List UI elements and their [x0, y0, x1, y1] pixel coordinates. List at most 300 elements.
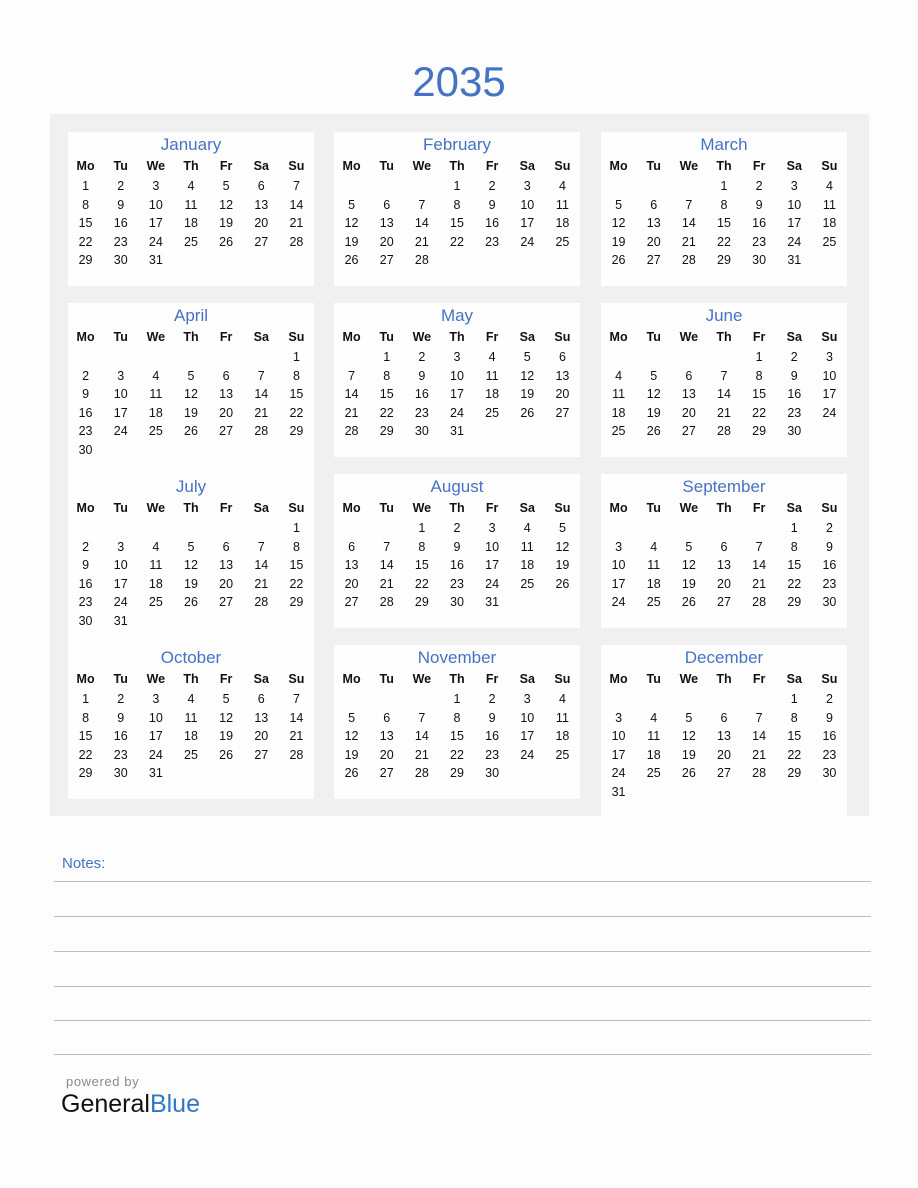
- day-cell[interactable]: 17: [611, 576, 626, 591]
- day-cell[interactable]: 4: [187, 692, 195, 706]
- day-cell[interactable]: 29: [414, 595, 429, 609]
- day-cell[interactable]: 10: [485, 539, 500, 554]
- day-cell[interactable]: 11: [555, 710, 569, 725]
- day-cell[interactable]: 13: [646, 216, 661, 230]
- day-cell[interactable]: 16: [450, 558, 464, 572]
- day-cell[interactable]: 21: [414, 747, 429, 762]
- day-cell[interactable]: 17: [485, 558, 500, 572]
- day-cell[interactable]: 8: [292, 368, 300, 383]
- day-cell[interactable]: 2: [117, 179, 125, 193]
- day-cell[interactable]: 10: [520, 197, 535, 212]
- day-cell[interactable]: 13: [254, 710, 269, 725]
- day-cell[interactable]: 27: [681, 424, 696, 438]
- day-cell[interactable]: 17: [148, 216, 163, 230]
- day-cell[interactable]: 14: [379, 558, 394, 572]
- day-cell[interactable]: 14: [254, 387, 269, 401]
- day-cell[interactable]: 2: [418, 350, 426, 364]
- day-cell[interactable]: 21: [344, 405, 359, 420]
- day-cell[interactable]: 19: [520, 387, 535, 401]
- day-cell[interactable]: 15: [289, 387, 304, 401]
- day-cell[interactable]: 25: [520, 576, 535, 591]
- day-cell[interactable]: 4: [187, 179, 195, 193]
- day-cell[interactable]: 17: [113, 405, 128, 420]
- day-cell[interactable]: 1: [453, 692, 461, 706]
- day-cell[interactable]: 31: [113, 613, 128, 628]
- day-cell[interactable]: 26: [219, 747, 234, 762]
- day-cell[interactable]: 3: [825, 350, 833, 364]
- day-cell[interactable]: 7: [418, 197, 426, 212]
- day-cell[interactable]: 29: [78, 766, 93, 780]
- day-cell[interactable]: 23: [414, 405, 429, 420]
- day-cell[interactable]: 9: [82, 558, 90, 572]
- day-cell[interactable]: 8: [453, 710, 461, 725]
- day-cell[interactable]: 16: [485, 216, 500, 230]
- day-cell[interactable]: 10: [113, 387, 128, 401]
- day-cell[interactable]: 22: [450, 747, 464, 762]
- day-cell[interactable]: 17: [148, 729, 163, 743]
- day-cell[interactable]: 6: [650, 197, 658, 212]
- day-cell[interactable]: 5: [523, 350, 531, 364]
- day-cell[interactable]: 26: [184, 424, 198, 438]
- day-cell[interactable]: 21: [717, 405, 731, 420]
- day-cell[interactable]: 25: [646, 766, 661, 780]
- day-cell[interactable]: 16: [787, 387, 802, 401]
- day-cell[interactable]: 4: [650, 539, 658, 554]
- day-cell[interactable]: 5: [187, 368, 195, 383]
- day-cell[interactable]: 10: [113, 558, 128, 572]
- day-cell[interactable]: 25: [485, 405, 500, 420]
- day-cell[interactable]: 18: [148, 576, 163, 591]
- day-cell[interactable]: 8: [418, 539, 426, 554]
- day-cell[interactable]: 21: [254, 405, 269, 420]
- day-cell[interactable]: 18: [555, 729, 570, 743]
- day-cell[interactable]: 21: [752, 747, 767, 762]
- day-cell[interactable]: 23: [78, 424, 93, 438]
- day-cell[interactable]: 5: [348, 710, 356, 725]
- day-cell[interactable]: 31: [611, 784, 626, 799]
- day-cell[interactable]: 20: [379, 747, 394, 762]
- day-cell[interactable]: 18: [485, 387, 500, 401]
- day-cell[interactable]: 17: [611, 747, 626, 762]
- day-cell[interactable]: 10: [520, 710, 535, 725]
- day-cell[interactable]: 19: [184, 576, 198, 591]
- day-cell[interactable]: 6: [222, 368, 230, 383]
- day-cell[interactable]: 31: [787, 253, 802, 267]
- day-cell[interactable]: 7: [383, 539, 391, 554]
- day-cell[interactable]: 11: [555, 197, 569, 212]
- day-cell[interactable]: 23: [113, 234, 128, 249]
- day-cell[interactable]: 25: [148, 595, 163, 609]
- day-cell[interactable]: 9: [117, 710, 125, 725]
- day-cell[interactable]: 23: [78, 595, 93, 609]
- day-cell[interactable]: 13: [681, 387, 696, 401]
- day-cell[interactable]: 22: [450, 234, 464, 249]
- day-cell[interactable]: 24: [113, 595, 128, 609]
- day-cell[interactable]: 20: [646, 234, 661, 249]
- day-cell[interactable]: 8: [453, 197, 461, 212]
- day-cell[interactable]: 26: [520, 405, 535, 420]
- day-cell[interactable]: 29: [787, 595, 802, 609]
- day-cell[interactable]: 22: [289, 405, 304, 420]
- day-cell[interactable]: 23: [787, 405, 802, 420]
- day-cell[interactable]: 3: [117, 539, 125, 554]
- day-cell[interactable]: 2: [825, 692, 833, 706]
- day-cell[interactable]: 12: [344, 216, 359, 230]
- day-cell[interactable]: 18: [520, 558, 535, 572]
- day-cell[interactable]: 7: [257, 539, 265, 554]
- day-cell[interactable]: 7: [292, 692, 300, 706]
- day-cell[interactable]: 27: [717, 766, 731, 780]
- day-cell[interactable]: 22: [379, 405, 394, 420]
- day-cell[interactable]: 19: [681, 576, 696, 591]
- day-cell[interactable]: 2: [825, 521, 833, 535]
- day-cell[interactable]: 6: [257, 179, 265, 193]
- day-cell[interactable]: 24: [148, 234, 163, 249]
- note-line[interactable]: [54, 1020, 871, 1021]
- day-cell[interactable]: 7: [418, 710, 426, 725]
- day-cell[interactable]: 20: [379, 234, 394, 249]
- day-cell[interactable]: 16: [822, 729, 837, 743]
- day-cell[interactable]: 28: [681, 253, 696, 267]
- day-cell[interactable]: 11: [149, 558, 163, 572]
- day-cell[interactable]: 29: [787, 766, 802, 780]
- day-cell[interactable]: 17: [787, 216, 802, 230]
- day-cell[interactable]: 19: [219, 729, 234, 743]
- day-cell[interactable]: 24: [822, 405, 837, 420]
- day-cell[interactable]: 16: [485, 729, 500, 743]
- day-cell[interactable]: 12: [646, 387, 661, 401]
- day-cell[interactable]: 21: [681, 234, 696, 249]
- day-cell[interactable]: 1: [418, 521, 426, 535]
- day-cell[interactable]: 3: [152, 179, 160, 193]
- day-cell[interactable]: 15: [787, 558, 802, 572]
- day-cell[interactable]: 15: [414, 558, 429, 572]
- day-cell[interactable]: 9: [488, 710, 496, 725]
- day-cell[interactable]: 23: [485, 747, 500, 762]
- day-cell[interactable]: 14: [752, 729, 767, 743]
- day-cell[interactable]: 17: [520, 729, 535, 743]
- day-cell[interactable]: 9: [418, 368, 426, 383]
- day-cell[interactable]: 12: [611, 216, 626, 230]
- day-cell[interactable]: 4: [558, 692, 566, 706]
- day-cell[interactable]: 19: [184, 405, 198, 420]
- day-cell[interactable]: 20: [717, 576, 731, 591]
- day-cell[interactable]: 2: [82, 368, 90, 383]
- day-cell[interactable]: 16: [78, 405, 93, 420]
- day-cell[interactable]: 6: [383, 710, 391, 725]
- day-cell[interactable]: 11: [149, 387, 163, 401]
- day-cell[interactable]: 18: [611, 405, 626, 420]
- day-cell[interactable]: 8: [82, 710, 90, 725]
- day-cell[interactable]: 25: [184, 234, 198, 249]
- day-cell[interactable]: 13: [379, 729, 394, 743]
- day-cell[interactable]: 2: [117, 692, 125, 706]
- day-cell[interactable]: 7: [685, 197, 693, 212]
- day-cell[interactable]: 26: [219, 234, 234, 249]
- day-cell[interactable]: 19: [611, 234, 626, 249]
- day-cell[interactable]: 20: [681, 405, 696, 420]
- day-cell[interactable]: 9: [453, 539, 461, 554]
- day-cell[interactable]: 12: [520, 368, 535, 383]
- day-cell[interactable]: 3: [152, 692, 160, 706]
- day-cell[interactable]: 6: [222, 539, 230, 554]
- day-cell[interactable]: 30: [752, 253, 767, 267]
- day-cell[interactable]: 25: [184, 747, 198, 762]
- day-cell[interactable]: 10: [611, 558, 626, 572]
- day-cell[interactable]: 20: [344, 576, 359, 591]
- day-cell[interactable]: 27: [717, 595, 731, 609]
- day-cell[interactable]: 22: [787, 747, 802, 762]
- day-cell[interactable]: 10: [611, 729, 626, 743]
- day-cell[interactable]: 16: [822, 558, 837, 572]
- day-cell[interactable]: 26: [681, 766, 696, 780]
- day-cell[interactable]: 5: [650, 368, 658, 383]
- day-cell[interactable]: 16: [78, 576, 93, 591]
- day-cell[interactable]: 22: [78, 747, 93, 762]
- day-cell[interactable]: 15: [787, 729, 802, 743]
- day-cell[interactable]: 12: [681, 558, 696, 572]
- day-cell[interactable]: 6: [558, 350, 566, 364]
- day-cell[interactable]: 6: [257, 692, 265, 706]
- day-cell[interactable]: 14: [289, 197, 304, 212]
- day-cell[interactable]: 25: [555, 747, 570, 762]
- day-cell[interactable]: 24: [450, 405, 464, 420]
- day-cell[interactable]: 13: [717, 729, 731, 743]
- day-cell[interactable]: 4: [488, 350, 496, 364]
- day-cell[interactable]: 28: [414, 253, 429, 267]
- day-cell[interactable]: 17: [822, 387, 837, 401]
- day-cell[interactable]: 1: [453, 179, 461, 193]
- day-cell[interactable]: 15: [289, 558, 304, 572]
- day-cell[interactable]: 18: [148, 405, 163, 420]
- day-cell[interactable]: 10: [450, 368, 464, 383]
- day-cell[interactable]: 28: [752, 595, 767, 609]
- day-cell[interactable]: 27: [254, 234, 269, 249]
- day-cell[interactable]: 13: [254, 197, 269, 212]
- day-cell[interactable]: 9: [755, 197, 763, 212]
- day-cell[interactable]: 11: [647, 558, 661, 572]
- day-cell[interactable]: 28: [414, 766, 429, 780]
- day-cell[interactable]: 10: [148, 710, 163, 725]
- day-cell[interactable]: 12: [184, 558, 198, 572]
- day-cell[interactable]: 14: [414, 216, 429, 230]
- day-cell[interactable]: 21: [414, 234, 429, 249]
- day-cell[interactable]: 2: [755, 179, 763, 193]
- day-cell[interactable]: 5: [348, 197, 356, 212]
- day-cell[interactable]: 12: [555, 539, 570, 554]
- day-cell[interactable]: 6: [383, 197, 391, 212]
- day-cell[interactable]: 12: [219, 710, 234, 725]
- day-cell[interactable]: 30: [113, 766, 128, 780]
- day-cell[interactable]: 28: [289, 234, 304, 249]
- day-cell[interactable]: 1: [720, 179, 728, 193]
- day-cell[interactable]: 14: [717, 387, 731, 401]
- day-cell[interactable]: 14: [752, 558, 767, 572]
- note-line[interactable]: [54, 986, 871, 987]
- day-cell[interactable]: 22: [289, 576, 304, 591]
- day-cell[interactable]: 4: [558, 179, 566, 193]
- day-cell[interactable]: 7: [257, 368, 265, 383]
- day-cell[interactable]: 3: [615, 539, 623, 554]
- day-cell[interactable]: 18: [822, 216, 837, 230]
- day-cell[interactable]: 13: [555, 368, 570, 383]
- day-cell[interactable]: 23: [485, 234, 500, 249]
- day-cell[interactable]: 6: [720, 710, 728, 725]
- day-cell[interactable]: 1: [790, 521, 798, 535]
- day-cell[interactable]: 15: [717, 216, 731, 230]
- day-cell[interactable]: 9: [825, 539, 833, 554]
- day-cell[interactable]: 18: [646, 576, 661, 591]
- day-cell[interactable]: 29: [78, 253, 93, 267]
- day-cell[interactable]: 26: [555, 576, 570, 591]
- day-cell[interactable]: 28: [344, 424, 359, 438]
- day-cell[interactable]: 14: [414, 729, 429, 743]
- day-cell[interactable]: 5: [685, 539, 693, 554]
- day-cell[interactable]: 29: [717, 253, 731, 267]
- day-cell[interactable]: 30: [822, 595, 837, 609]
- day-cell[interactable]: 18: [646, 747, 661, 762]
- day-cell[interactable]: 21: [752, 576, 767, 591]
- day-cell[interactable]: 19: [344, 747, 359, 762]
- day-cell[interactable]: 20: [555, 387, 570, 401]
- day-cell[interactable]: 14: [254, 558, 269, 572]
- day-cell[interactable]: 25: [148, 424, 163, 438]
- day-cell[interactable]: 19: [646, 405, 661, 420]
- note-line[interactable]: [54, 916, 871, 917]
- day-cell[interactable]: 8: [720, 197, 728, 212]
- day-cell[interactable]: 31: [148, 253, 163, 267]
- day-cell[interactable]: 8: [292, 539, 300, 554]
- day-cell[interactable]: 5: [685, 710, 693, 725]
- day-cell[interactable]: 29: [450, 766, 464, 780]
- day-cell[interactable]: 3: [488, 521, 496, 535]
- day-cell[interactable]: 22: [787, 576, 802, 591]
- day-cell[interactable]: 19: [344, 234, 359, 249]
- day-cell[interactable]: 28: [752, 766, 767, 780]
- day-cell[interactable]: 21: [289, 729, 304, 743]
- day-cell[interactable]: 27: [379, 253, 394, 267]
- day-cell[interactable]: 3: [790, 179, 798, 193]
- day-cell[interactable]: 12: [184, 387, 198, 401]
- day-cell[interactable]: 13: [219, 558, 234, 572]
- day-cell[interactable]: 23: [450, 576, 464, 591]
- note-line[interactable]: [54, 881, 871, 882]
- day-cell[interactable]: 11: [520, 539, 534, 554]
- day-cell[interactable]: 27: [646, 253, 661, 267]
- day-cell[interactable]: 29: [289, 424, 304, 438]
- day-cell[interactable]: 1: [383, 350, 391, 364]
- day-cell[interactable]: 7: [720, 368, 728, 383]
- day-cell[interactable]: 2: [453, 521, 461, 535]
- day-cell[interactable]: 10: [787, 197, 802, 212]
- day-cell[interactable]: 3: [523, 692, 531, 706]
- day-cell[interactable]: 28: [717, 424, 731, 438]
- day-cell[interactable]: 3: [117, 368, 125, 383]
- day-cell[interactable]: 9: [82, 387, 90, 401]
- day-cell[interactable]: 17: [520, 216, 535, 230]
- day-cell[interactable]: 5: [558, 521, 566, 535]
- day-cell[interactable]: 12: [344, 729, 359, 743]
- day-cell[interactable]: 4: [152, 539, 160, 554]
- day-cell[interactable]: 22: [78, 234, 93, 249]
- day-cell[interactable]: 28: [254, 595, 269, 609]
- day-cell[interactable]: 24: [113, 424, 128, 438]
- day-cell[interactable]: 23: [822, 576, 837, 591]
- day-cell[interactable]: 24: [520, 234, 535, 249]
- day-cell[interactable]: 28: [289, 747, 304, 762]
- day-cell[interactable]: 16: [113, 216, 128, 230]
- day-cell[interactable]: 8: [383, 368, 391, 383]
- day-cell[interactable]: 11: [184, 197, 198, 212]
- day-cell[interactable]: 13: [717, 558, 731, 572]
- day-cell[interactable]: 30: [113, 253, 128, 267]
- day-cell[interactable]: 4: [825, 179, 833, 193]
- day-cell[interactable]: 24: [485, 576, 500, 591]
- day-cell[interactable]: 15: [450, 216, 464, 230]
- day-cell[interactable]: 15: [450, 729, 464, 743]
- day-cell[interactable]: 2: [488, 692, 496, 706]
- day-cell[interactable]: 13: [219, 387, 234, 401]
- day-cell[interactable]: 19: [219, 216, 234, 230]
- day-cell[interactable]: 20: [254, 729, 269, 743]
- day-cell[interactable]: 10: [148, 197, 163, 212]
- day-cell[interactable]: 20: [717, 747, 731, 762]
- day-cell[interactable]: 27: [219, 595, 234, 609]
- day-cell[interactable]: 12: [219, 197, 234, 212]
- day-cell[interactable]: 1: [82, 692, 90, 706]
- day-cell[interactable]: 4: [650, 710, 658, 725]
- day-cell[interactable]: 11: [184, 710, 198, 725]
- day-cell[interactable]: 1: [292, 521, 300, 535]
- day-cell[interactable]: 9: [790, 368, 798, 383]
- day-cell[interactable]: 3: [523, 179, 531, 193]
- day-cell[interactable]: 2: [82, 539, 90, 554]
- day-cell[interactable]: 9: [488, 197, 496, 212]
- day-cell[interactable]: 12: [681, 729, 696, 743]
- day-cell[interactable]: 18: [184, 216, 198, 230]
- day-cell[interactable]: 24: [611, 595, 626, 609]
- day-cell[interactable]: 11: [822, 197, 836, 212]
- day-cell[interactable]: 25: [555, 234, 570, 249]
- day-cell[interactable]: 26: [184, 595, 198, 609]
- day-cell[interactable]: 9: [117, 197, 125, 212]
- day-cell[interactable]: 18: [184, 729, 198, 743]
- day-cell[interactable]: 4: [523, 521, 531, 535]
- day-cell[interactable]: 5: [222, 179, 230, 193]
- day-cell[interactable]: 6: [685, 368, 693, 383]
- day-cell[interactable]: 7: [292, 179, 300, 193]
- day-cell[interactable]: 29: [379, 424, 394, 438]
- day-cell[interactable]: 8: [755, 368, 763, 383]
- day-cell[interactable]: 1: [790, 692, 798, 706]
- day-cell[interactable]: 28: [254, 424, 269, 438]
- day-cell[interactable]: 30: [78, 613, 93, 628]
- day-cell[interactable]: 27: [555, 405, 570, 420]
- day-cell[interactable]: 20: [219, 405, 234, 420]
- day-cell[interactable]: 7: [348, 368, 356, 383]
- day-cell[interactable]: 27: [379, 766, 394, 780]
- day-cell[interactable]: 30: [822, 766, 837, 780]
- day-cell[interactable]: 6: [348, 539, 356, 554]
- day-cell[interactable]: 31: [450, 424, 464, 438]
- day-cell[interactable]: 8: [82, 197, 90, 212]
- day-cell[interactable]: 2: [790, 350, 798, 364]
- day-cell[interactable]: 23: [822, 747, 837, 762]
- day-cell[interactable]: 7: [755, 710, 763, 725]
- day-cell[interactable]: 21: [289, 216, 304, 230]
- day-cell[interactable]: 11: [647, 729, 661, 743]
- day-cell[interactable]: 18: [555, 216, 570, 230]
